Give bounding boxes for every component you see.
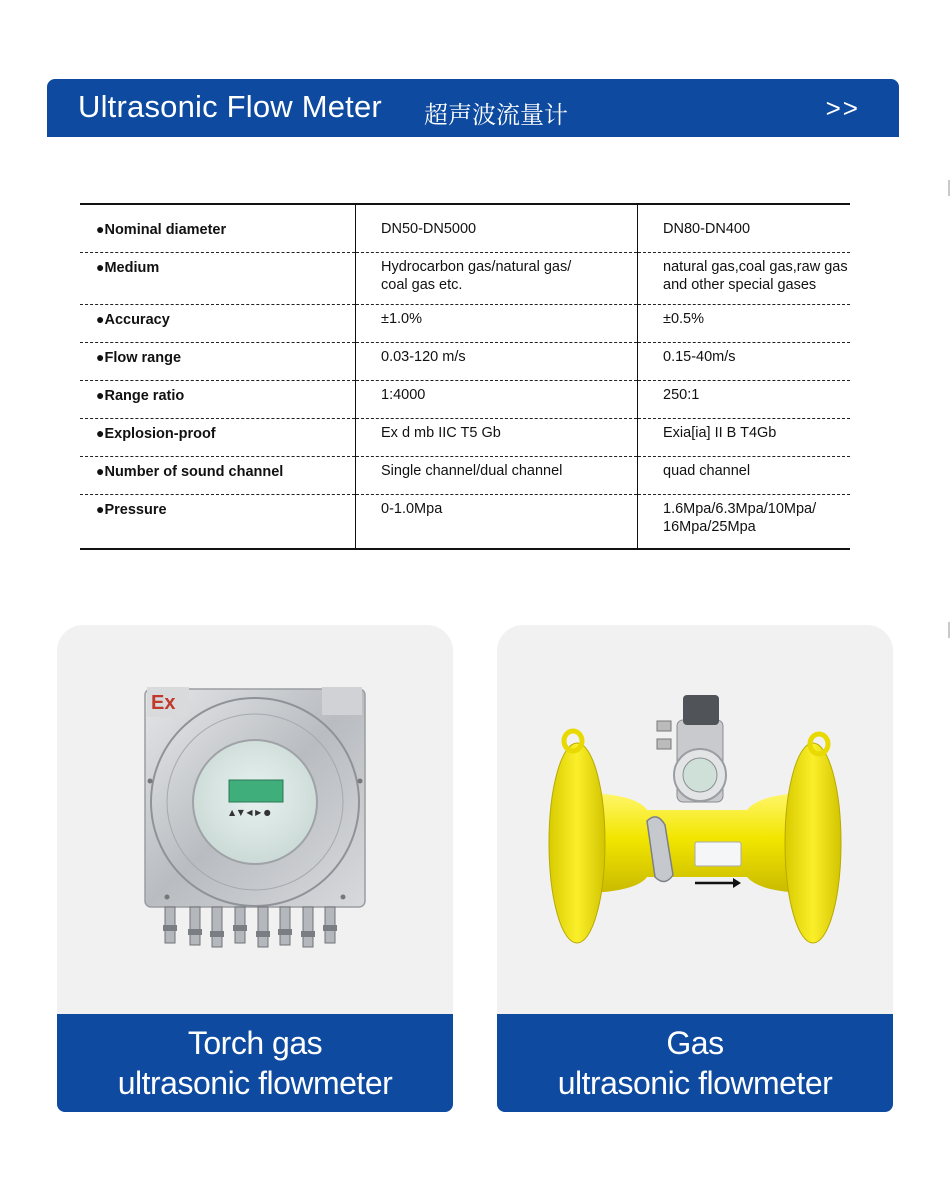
spec-row	[80, 252, 850, 304]
torch-gas-flowmeter-image	[57, 625, 453, 1015]
spec-value	[638, 342, 851, 380]
bullet-icon: ●	[96, 462, 105, 479]
spec-table	[80, 203, 850, 550]
spec-param-label: Nominal diameter	[104, 222, 227, 238]
banner-title-chinese: 超声波流量计	[424, 101, 568, 129]
spec-value-line: 1:4000	[381, 386, 426, 403]
spec-param	[80, 494, 356, 549]
spec-row	[80, 304, 850, 342]
spec-value	[356, 456, 638, 494]
gas-flowmeter-image	[497, 625, 893, 1015]
spec-value	[356, 204, 638, 252]
spec-value	[356, 304, 638, 342]
spec-param	[80, 252, 356, 304]
spec-value-line: quad channel	[663, 462, 751, 479]
product-label-line1: Torch gas	[187, 1025, 323, 1061]
spec-value-line: 0.15-40m/s	[663, 348, 736, 365]
spec-value	[638, 252, 851, 304]
spec-param	[80, 204, 356, 252]
bullet-icon: ●	[96, 258, 105, 275]
spec-param-label: Explosion-proof	[104, 425, 216, 442]
spec-value-line: DN80-DN400	[663, 221, 751, 237]
bullet-icon: ●	[96, 386, 105, 403]
banner-title: Ultrasonic Flow Meter	[78, 89, 382, 124]
spec-value-line: DN50-DN5000	[381, 221, 477, 237]
spec-param-label: Range ratio	[104, 387, 185, 404]
spec-value-line: natural gas,coal gas,raw gas	[663, 258, 848, 275]
spec-value	[638, 380, 851, 418]
spec-param	[80, 456, 356, 494]
spec-value-line: and other special gases	[663, 276, 817, 293]
spec-param-label: Medium	[104, 259, 160, 276]
bullet-icon: ●	[96, 500, 105, 517]
spec-param-label: Accuracy	[104, 311, 170, 328]
spec-value	[356, 252, 638, 304]
spec-param	[80, 304, 356, 342]
spec-param	[80, 418, 356, 456]
spec-value	[638, 418, 851, 456]
product-label	[497, 1014, 893, 1112]
spec-value-line: Exia[ia] II B T4Gb	[663, 424, 777, 441]
product-card-torch-gas[interactable]	[57, 625, 453, 1112]
product-label-line1: Gas	[666, 1025, 724, 1061]
spec-value	[638, 304, 851, 342]
spec-value	[356, 418, 638, 456]
product-card-gas[interactable]	[497, 625, 893, 1112]
spec-value	[638, 494, 851, 549]
banner-more-arrows[interactable]: >>	[825, 93, 860, 123]
ex-logo: Ex	[151, 692, 176, 714]
spec-value	[356, 494, 638, 549]
spec-param-label: Pressure	[104, 501, 167, 518]
spec-value	[356, 342, 638, 380]
spec-value-line: 1.6Mpa/6.3Mpa/10Mpa/	[663, 500, 817, 517]
spec-param	[80, 342, 356, 380]
spec-row	[80, 380, 850, 418]
product-label-line2: ultrasonic flowmeter	[557, 1065, 833, 1101]
spec-value-line: ±1.0%	[381, 310, 423, 327]
spec-value	[356, 380, 638, 418]
spec-value-line: 0.03-120 m/s	[381, 348, 466, 365]
spec-value	[638, 204, 851, 252]
spec-row	[80, 342, 850, 380]
bullet-icon: ●	[96, 221, 105, 237]
spec-param-label: Flow range	[104, 349, 182, 366]
section-banner	[47, 79, 899, 137]
bullet-icon: ●	[96, 424, 105, 441]
spec-value-line: coal gas etc.	[381, 276, 463, 293]
spec-param	[80, 380, 356, 418]
bullet-icon: ●	[96, 348, 105, 365]
bullet-icon: ●	[96, 310, 105, 327]
product-label	[57, 1014, 453, 1112]
spec-row	[80, 418, 850, 456]
spec-value-line: ±0.5%	[663, 310, 705, 327]
spec-row	[80, 456, 850, 494]
spec-value-line: 250:1	[663, 386, 700, 403]
spec-value-line: 0-1.0Mpa	[381, 500, 443, 517]
spec-value-line: Ex d mb IIC T5 Gb	[381, 424, 501, 441]
svg-text:▲ ▼ ◀ ▶ ●: ▲ ▼ ◀ ▶ ●	[229, 808, 271, 817]
spec-row	[80, 494, 850, 549]
product-label-line2: ultrasonic flowmeter	[117, 1065, 393, 1101]
spec-param-label: Number of sound channel	[104, 463, 284, 480]
spec-row	[80, 204, 850, 252]
spec-value-line: Single channel/dual channel	[381, 462, 563, 479]
spec-value	[638, 456, 851, 494]
spec-value-line: 16Mpa/25Mpa	[663, 518, 756, 535]
spec-value-line: Hydrocarbon gas/natural gas/	[381, 258, 572, 275]
